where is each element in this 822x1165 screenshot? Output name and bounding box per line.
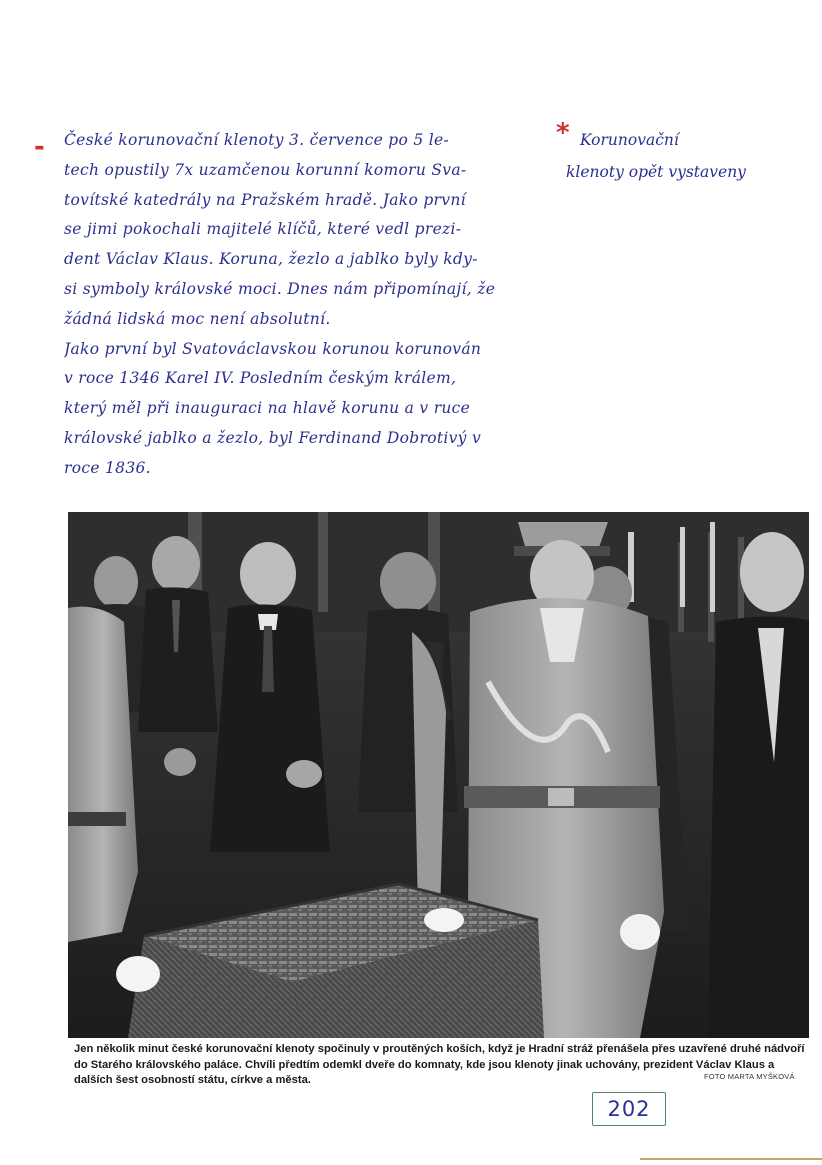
note-line: dent Václav Klaus. Koruna, žezlo a jablko byly kdy- bbox=[64, 250, 478, 269]
note-line: roce 1836. bbox=[64, 458, 151, 477]
note-line: si symboly královské moci. Dnes nám připomínají, že bbox=[64, 279, 496, 298]
note-line: žádná lidská moc není absolutní. bbox=[64, 309, 331, 328]
page-number-box bbox=[592, 1092, 666, 1126]
note-line: který měl při inauguraci na hlavě korunu a v ruce bbox=[64, 399, 471, 418]
page-edge-line bbox=[640, 1158, 822, 1160]
photo-caption: Jen několik minut české korunovační klenoty spočinuly v proutěných koších, když je Hradní stráž přenášela přes uzavřené druhé nádvoří do Starého královského paláce. Chvíli předtím odemkl dveře do komnaty, kde jsou klenoty jinak uchovány, prezident Václav Klaus a dalších šest osobností státu, církve a města. bbox=[74, 1043, 805, 1087]
news-photo bbox=[68, 512, 809, 1038]
note-line: královské jablko a žezlo, byl Ferdinand Dobrotivý v bbox=[64, 428, 482, 447]
red-star-mark: * bbox=[556, 118, 570, 148]
photo-illustration bbox=[68, 512, 809, 1038]
note-line: se jimi pokochali majitelé klíčů, které vedl prezi- bbox=[64, 220, 462, 239]
page-number: 202 bbox=[607, 1097, 651, 1121]
note-line: v roce 1346 Karel IV. Posledním českým králem, bbox=[64, 369, 457, 388]
note-line: České korunovační klenoty 3. července po 5 le- bbox=[64, 131, 450, 149]
photo-credit: FOTO MARTA MYŠKOVÁ bbox=[704, 1072, 795, 1081]
handwritten-notes bbox=[64, 126, 562, 484]
note-line: tovítské katedrály na Pražském hradě. Jako první bbox=[64, 190, 466, 209]
note-line: tech opustily 7x uzamčenou korunní komoru Sva- bbox=[64, 160, 467, 179]
side-note-line: klenoty opět vystaveny bbox=[566, 163, 746, 181]
side-heading-note bbox=[566, 124, 800, 188]
side-note-line: Korunovační bbox=[580, 131, 679, 149]
red-dash-mark: - bbox=[34, 132, 45, 162]
note-line: Jako první byl Svatováclavskou korunou korunován bbox=[64, 339, 482, 358]
